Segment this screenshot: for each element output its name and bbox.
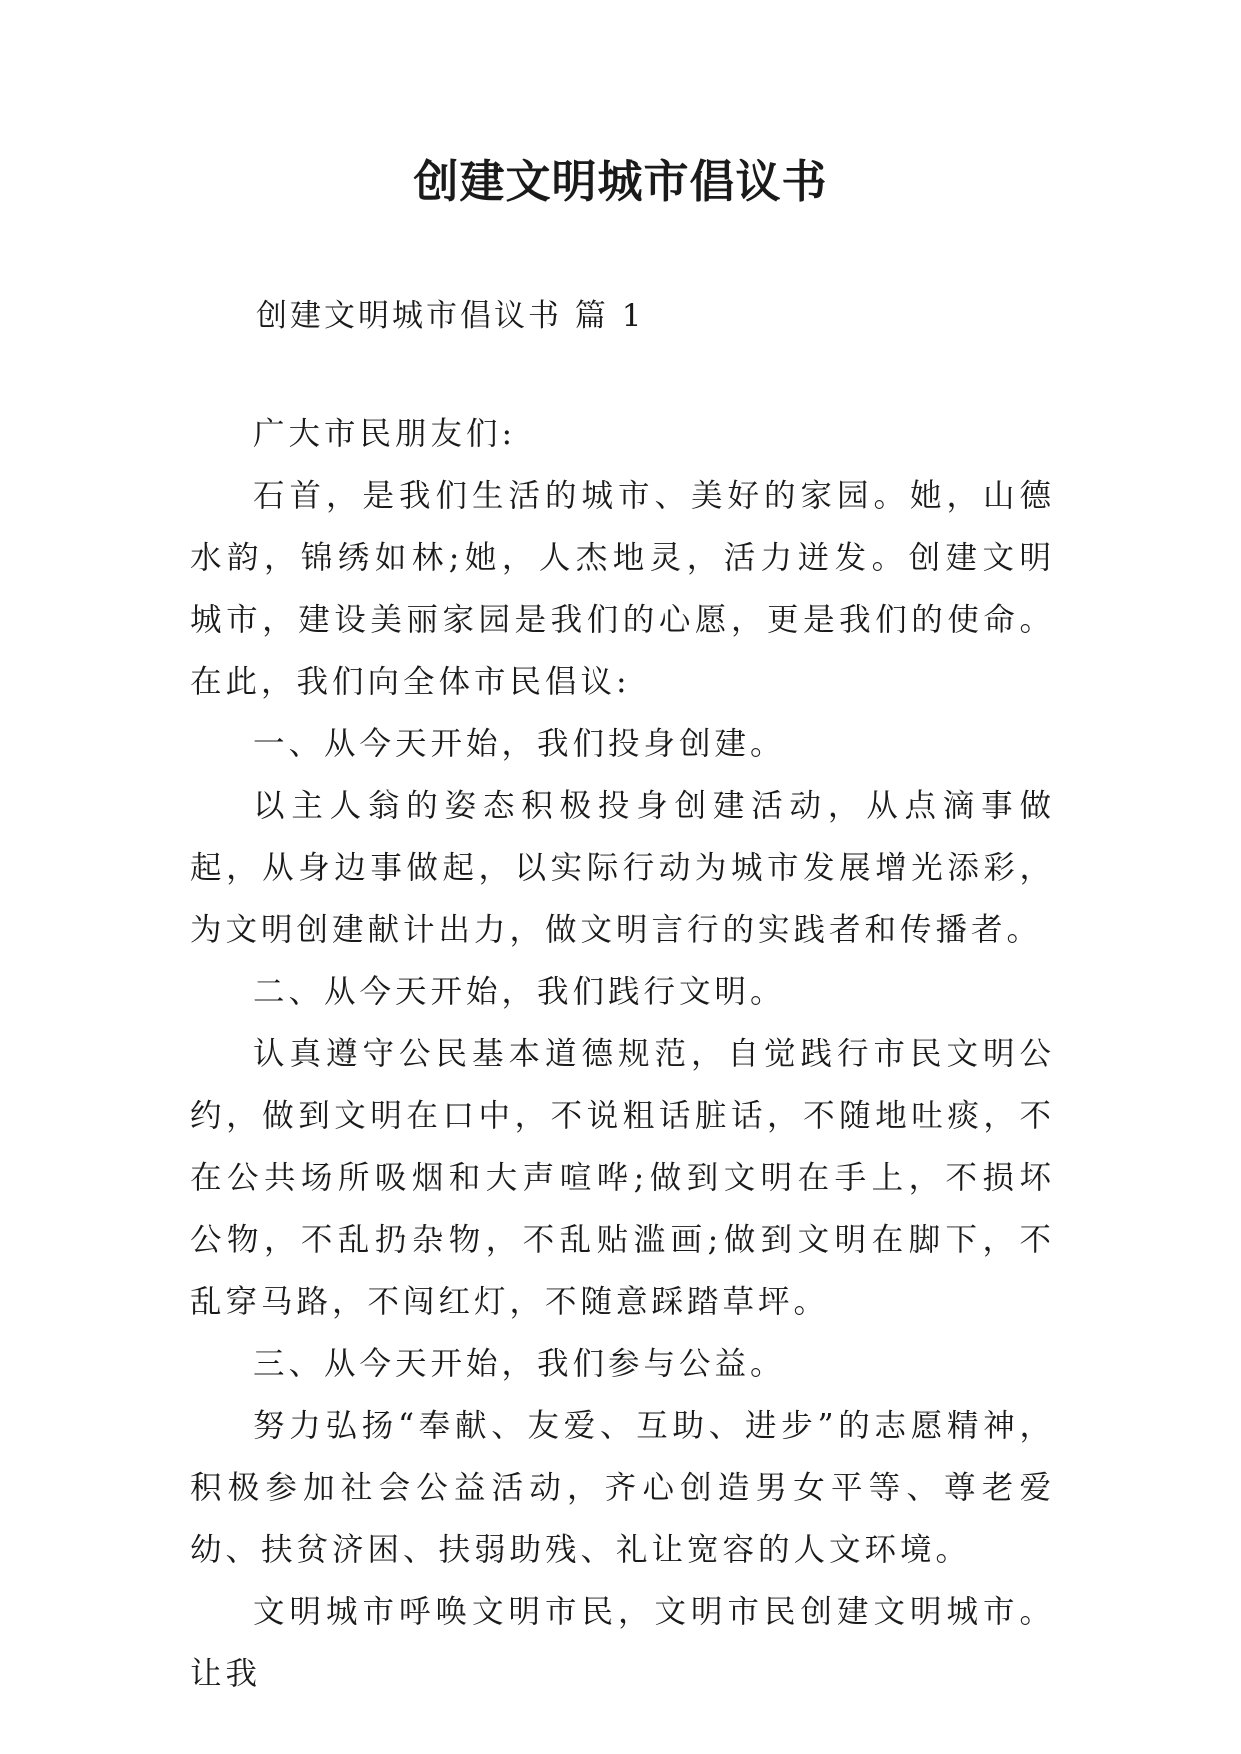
paragraph-item-3: 努力弘扬“奉献、友爱、互助、进步”的志愿精神，积极参加社会公益活动，齐心创造男女平等、尊老爱幼、扶贫济困、扶弱助残、礼让宽容的人文环境。 xyxy=(190,1408,1055,1568)
item-heading-3: 三、从今天开始，我们参与公益。 xyxy=(253,1346,786,1382)
paragraph-item-1: 以主人翁的姿态积极投身创建活动，从点滴事做起，从身边事做起，以实际行动为城市发展增光添彩，为文明创建献计出力，做文明言行的实践者和传播者。 xyxy=(190,788,1055,948)
paragraph-item-2: 认真遵守公民基本道德规范，自觉践行市民文明公约，做到文明在口中，不说粗话脏话，不随地吐痰，不在公共场所吸烟和大声喧哗;做到文明在手上，不损坏公物，不乱扔杂物，不乱贴滥画;做到文明在脚下，不乱穿马路，不闯红灯，不随意踩踏草坪。 xyxy=(190,1036,1055,1320)
item-heading-2: 二、从今天开始，我们践行文明。 xyxy=(253,974,786,1010)
document-body xyxy=(190,403,1055,1705)
salutation: 广大市民朋友们: xyxy=(253,416,517,452)
item-heading-1: 一、从今天开始，我们投身创建。 xyxy=(253,726,786,762)
paragraph-intro: 石首，是我们生活的城市、美好的家园。她，山德水韵，锦绣如林;她，人杰地灵，活力迸发。创建文明城市，建设美丽家园是我们的心愿，更是我们的使命。在此，我们向全体市民倡议: xyxy=(190,478,1055,700)
paragraph-closing: 文明城市呼唤文明市民，文明市民创建文明城市。让我 xyxy=(190,1594,1055,1692)
section-heading: 创建文明城市倡议书 篇 1 xyxy=(256,298,645,334)
document-title: 创建文明城市倡议书 xyxy=(413,155,828,208)
